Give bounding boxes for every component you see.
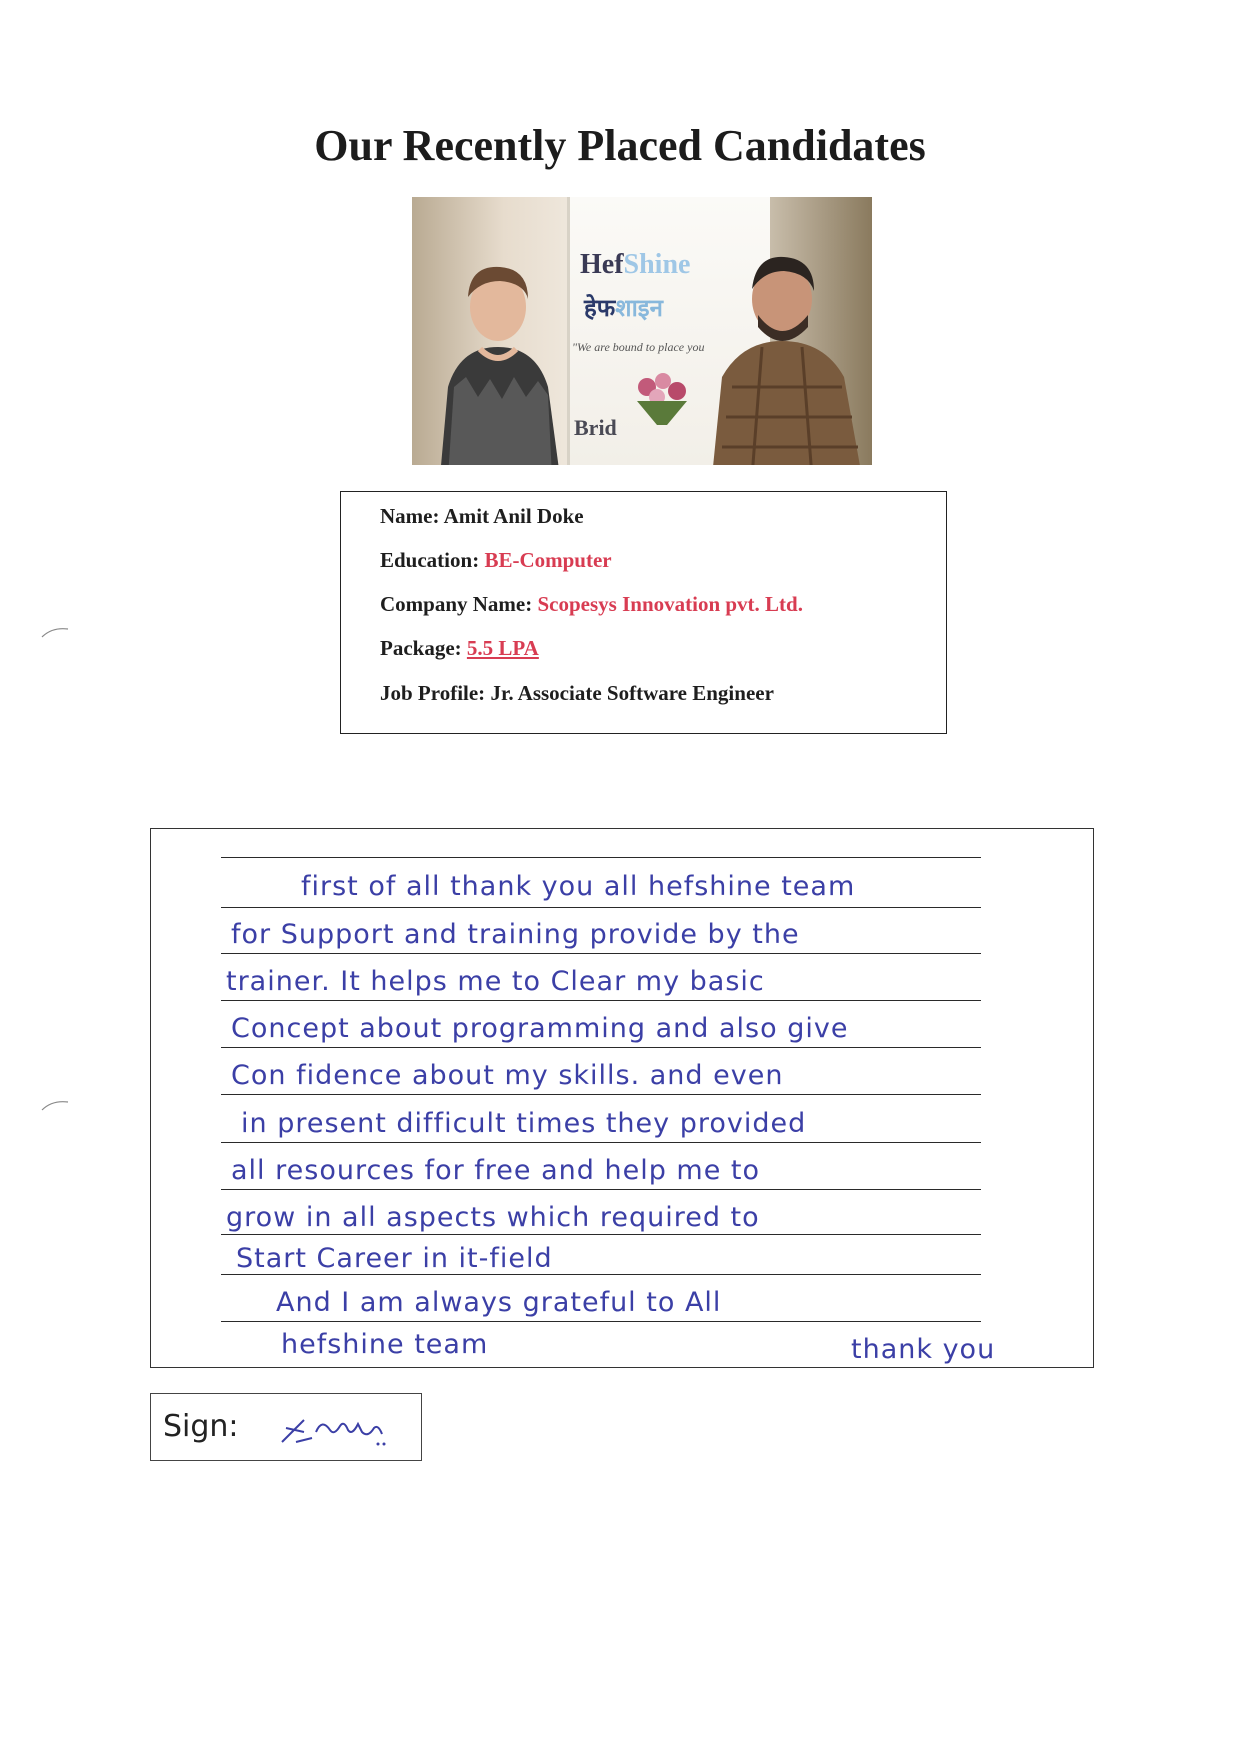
job-profile-row xyxy=(380,681,774,706)
company-row xyxy=(380,592,803,617)
candidate-info-box xyxy=(340,491,947,734)
testimonial-line: in present difficult times they provided xyxy=(241,1108,807,1139)
ruled-line xyxy=(221,1142,981,1143)
company-value: Scopesys Innovation pvt. Ltd. xyxy=(537,592,803,616)
ruled-line xyxy=(221,1094,981,1095)
education-row xyxy=(380,548,612,573)
testimonial-line: Start Career in it-field xyxy=(236,1243,553,1274)
brand-name-english xyxy=(580,249,690,281)
ruled-line xyxy=(221,1274,981,1275)
ruled-line xyxy=(221,857,981,858)
testimonial-line: Concept about programming and also give xyxy=(231,1013,849,1044)
ruled-line xyxy=(221,1234,981,1235)
brand-name-hindi-dark: हेफ xyxy=(584,294,616,322)
brand-name-english-dark: Hef xyxy=(580,249,624,280)
signature-image xyxy=(274,1402,404,1452)
company-label: Company Name: xyxy=(380,592,533,616)
man-figure xyxy=(712,237,872,465)
testimonial-box xyxy=(150,828,1094,1368)
flower-bouquet xyxy=(627,367,697,427)
testimonial-line: trainer. It helps me to Clear my basic xyxy=(226,966,765,997)
testimonial-line: all resources for free and help me to xyxy=(231,1155,761,1186)
page-title: Our Recently Placed Candidates xyxy=(314,121,926,170)
woman-figure xyxy=(420,237,570,465)
ruled-line xyxy=(221,1047,981,1048)
package-label: Package: xyxy=(380,636,462,660)
sign-label: Sign: xyxy=(163,1409,239,1444)
name-label: Name: xyxy=(380,504,440,528)
education-value: BE-Computer xyxy=(484,548,612,572)
testimonial-line: grow in all aspects which required to xyxy=(226,1202,760,1233)
package-row xyxy=(380,636,539,661)
ruled-line xyxy=(221,1189,981,1190)
scan-mark xyxy=(40,1098,70,1112)
job-profile-value: Jr. Associate Software Engineer xyxy=(490,681,774,705)
testimonial-line: hefshine team xyxy=(281,1329,489,1360)
brand-name-english-light: Shine xyxy=(623,249,691,280)
name-row xyxy=(380,504,584,529)
ruled-line xyxy=(221,953,981,954)
banner-partial-text: Brid xyxy=(574,415,617,440)
scan-mark xyxy=(40,625,70,639)
brand-name-hindi xyxy=(584,291,663,324)
ruled-line xyxy=(221,1321,981,1322)
brand-tagline: "We are bound to place you xyxy=(572,340,705,354)
ruled-line xyxy=(221,1000,981,1001)
ruled-line xyxy=(221,907,981,908)
testimonial-line: first of all thank you all hefshine team xyxy=(301,871,856,902)
testimonial-line: for Support and training provide by the xyxy=(231,919,800,950)
testimonial-line: And I am always grateful to All xyxy=(276,1287,722,1318)
name-value: Amit Anil Doke xyxy=(443,504,584,528)
job-profile-label: Job Profile: xyxy=(380,681,486,705)
sign-box xyxy=(150,1393,422,1461)
package-value: 5.5 LPA xyxy=(466,636,539,660)
testimonial-line: Con fidence about my skills. and even xyxy=(231,1060,784,1091)
brand-name-hindi-light: शाइन xyxy=(615,294,663,322)
testimonial-closing: thank you xyxy=(851,1334,996,1365)
education-label: Education: xyxy=(380,548,480,572)
candidate-photo xyxy=(412,197,872,465)
